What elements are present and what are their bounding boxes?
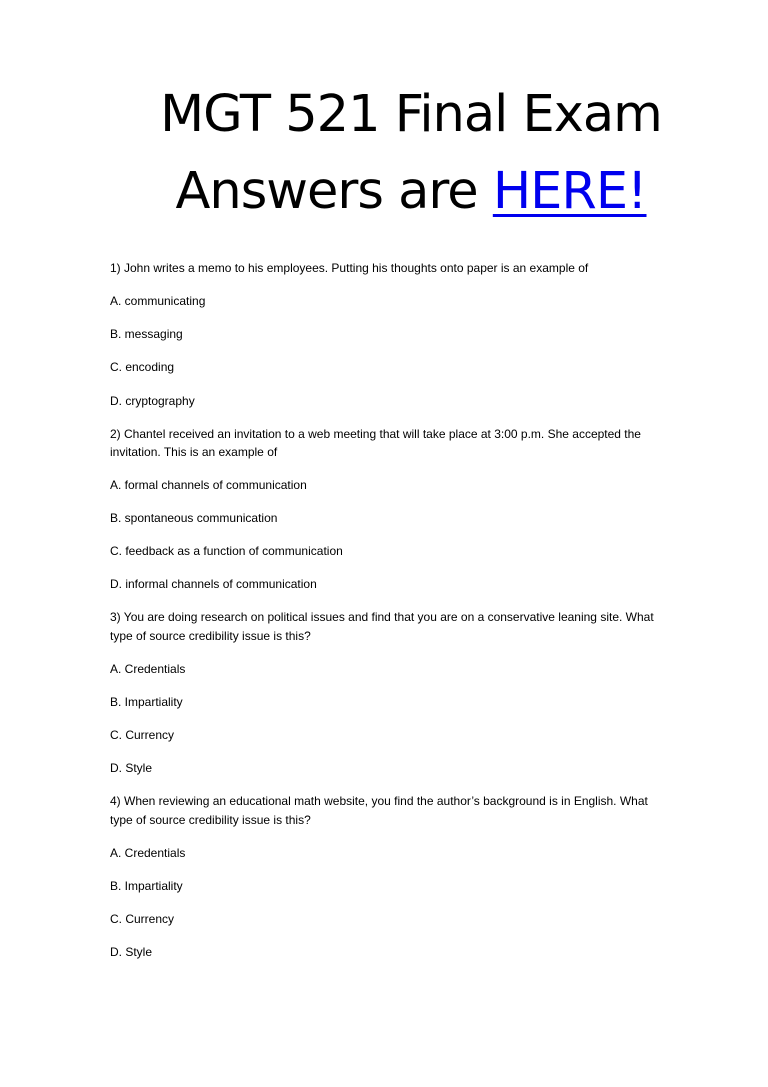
question-2-option-a: A. formal channels of communication bbox=[110, 478, 307, 492]
question-2-option-b: B. spontaneous communication bbox=[110, 511, 278, 525]
page-title-line-1: MGT 521 Final Exam bbox=[160, 85, 662, 144]
question-2-option-c: C. feedback as a function of communication bbox=[110, 544, 343, 558]
question-2-option-d: D. informal channels of communication bbox=[110, 577, 317, 591]
question-3-option-c: C. Currency bbox=[110, 728, 175, 742]
question-3-option-d: D. Style bbox=[110, 761, 153, 775]
question-4-prompt-line-1: 4) When reviewing an educational math website, you find the author’s background is in English. What bbox=[110, 794, 648, 808]
question-4-prompt-line-2: type of source credibility issue is this? bbox=[110, 813, 311, 827]
page-title-line-2 bbox=[0, 162, 768, 221]
question-3-prompt-line-2: type of source credibility issue is this? bbox=[110, 629, 311, 643]
question-4-option-b: B. Impartiality bbox=[110, 879, 183, 893]
question-1-option-b: B. messaging bbox=[110, 327, 183, 341]
question-3-option-a: A. Credentials bbox=[110, 662, 186, 676]
question-2-prompt-line-1: 2) Chantel received an invitation to a web meeting that will take place at 3:00 p.m. She accepted the bbox=[110, 427, 641, 441]
question-4-option-d: D. Style bbox=[110, 945, 153, 959]
here-link[interactable]: HERE! bbox=[492, 162, 647, 221]
title-prefix: Answers are bbox=[175, 162, 493, 221]
question-1-prompt: 1) John writes a memo to his employees. Putting his thoughts onto paper is an example of bbox=[110, 261, 589, 275]
question-1-option-c: C. encoding bbox=[110, 360, 175, 374]
question-2-prompt-line-2: invitation. This is an example of bbox=[110, 445, 278, 459]
question-1-option-d: D. cryptography bbox=[110, 394, 195, 408]
question-4-option-a: A. Credentials bbox=[110, 846, 186, 860]
question-4-option-c: C. Currency bbox=[110, 912, 175, 926]
question-1-option-a: A. communicating bbox=[110, 294, 206, 308]
question-3-prompt-line-1: 3) You are doing research on political issues and find that you are on a conservative leaning site. What bbox=[110, 610, 654, 624]
question-3-option-b: B. Impartiality bbox=[110, 695, 183, 709]
